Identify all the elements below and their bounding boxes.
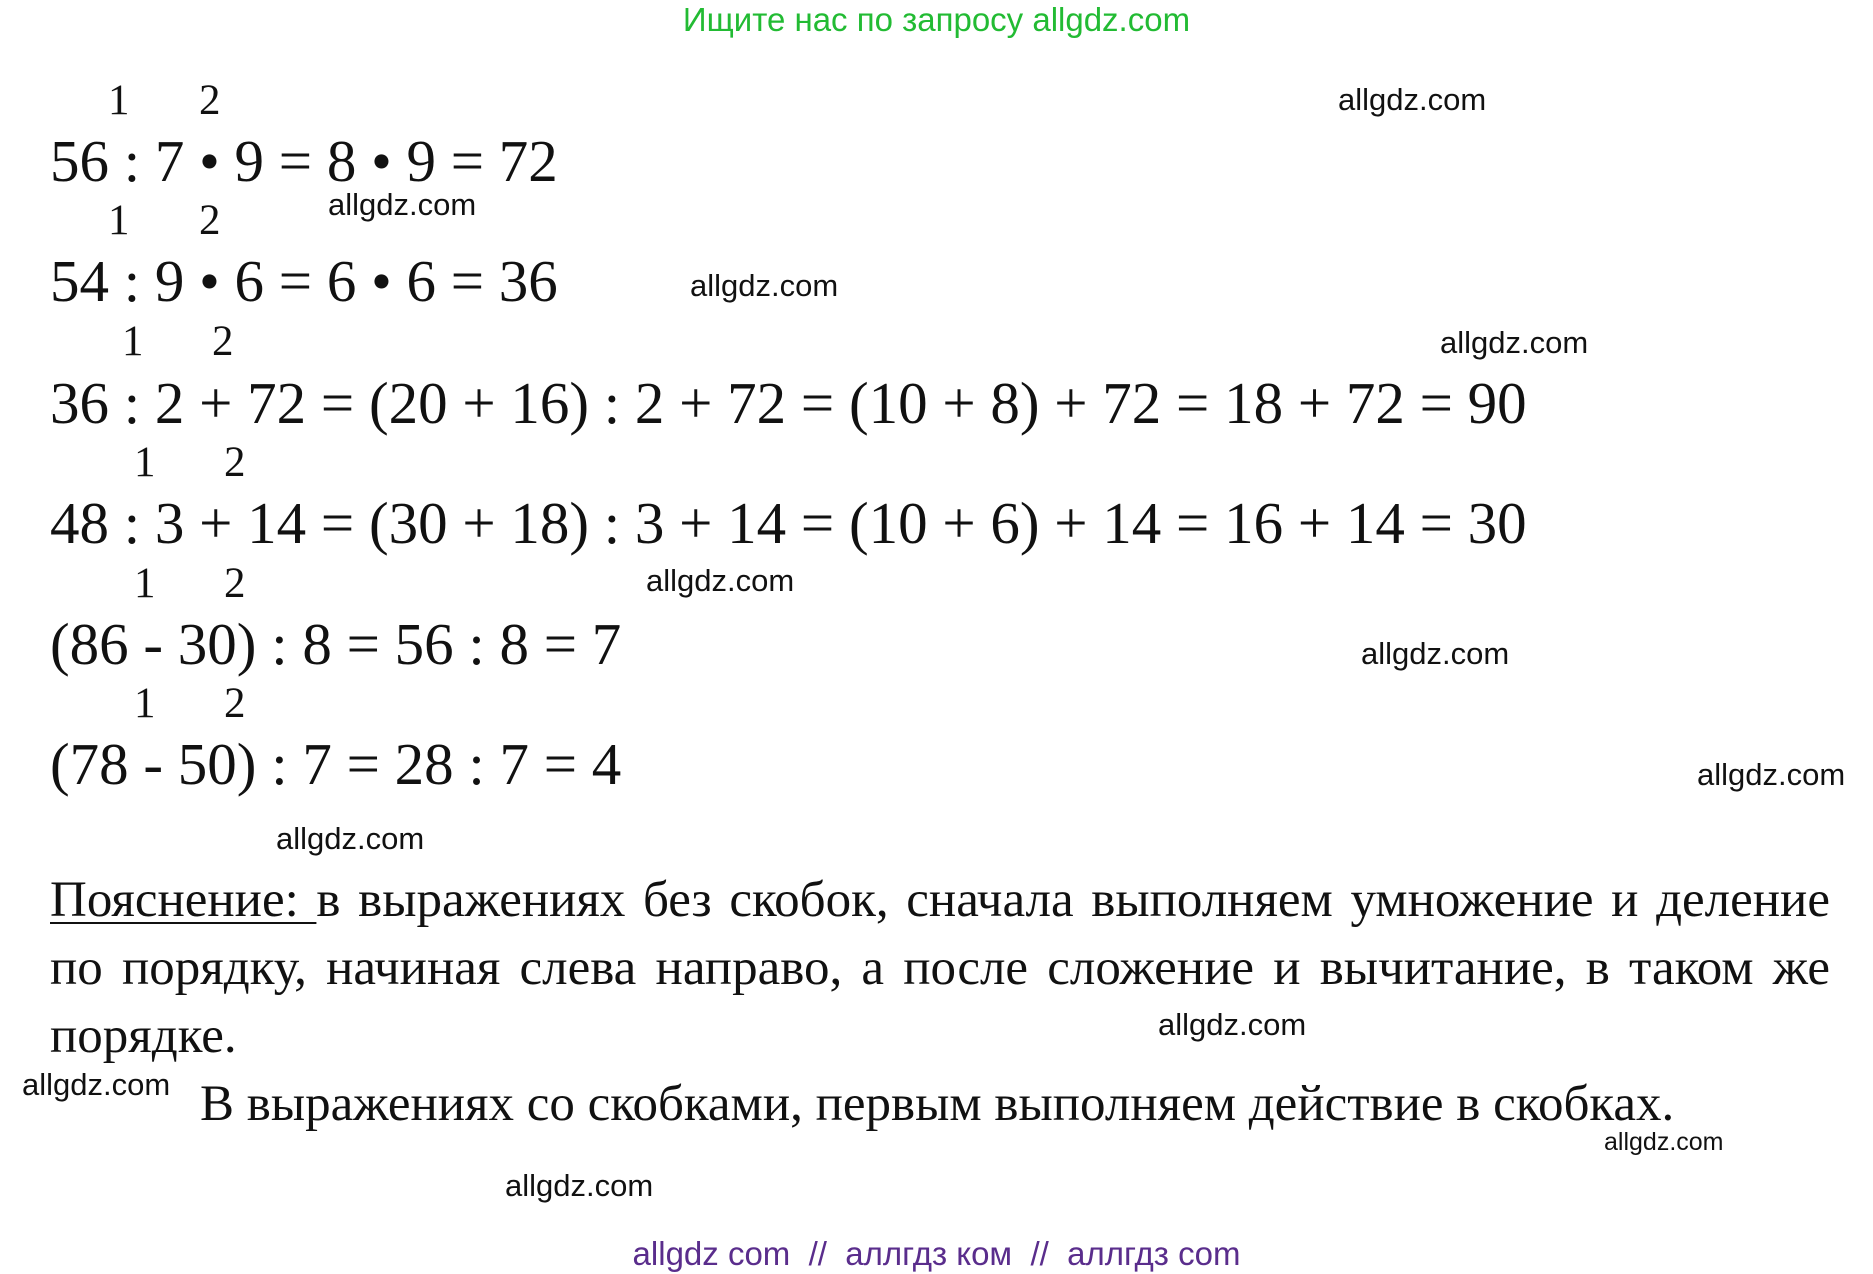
order-numbers-1 bbox=[0, 78, 600, 124]
order-number: 2 bbox=[199, 197, 221, 244]
explanation-paragraph-2: В выражениях со скобками, первым выполняем действие в скобках. bbox=[200, 1076, 1675, 1132]
watermark: allgdz.com bbox=[1604, 1128, 1724, 1156]
order-number: 2 bbox=[224, 560, 246, 607]
order-number: 2 bbox=[212, 318, 234, 365]
order-number: 1 bbox=[122, 318, 144, 365]
explanation-paragraph-1 bbox=[50, 866, 1830, 1070]
expression-1: 56 : 7 • 9 = 8 • 9 = 72 bbox=[50, 128, 558, 194]
explanation bbox=[50, 866, 1830, 1138]
watermark: allgdz.com bbox=[505, 1168, 654, 1203]
order-number: 2 bbox=[224, 680, 246, 727]
order-numbers-5 bbox=[0, 561, 600, 607]
expression-5: (86 - 30) : 8 = 56 : 8 = 7 bbox=[50, 611, 622, 677]
order-number: 2 bbox=[224, 439, 246, 486]
order-numbers-3 bbox=[0, 319, 600, 365]
order-number: 1 bbox=[108, 197, 130, 244]
expression-4: 48 : 3 + 14 = (30 + 18) : 3 + 14 = (10 + 6) + 14 = 16 + 14 = 30 bbox=[50, 490, 1527, 556]
watermark: allgdz.com bbox=[1361, 636, 1510, 671]
watermark: allgdz.com bbox=[22, 1067, 171, 1102]
footer-links: allgdz com // аллгдз ком // аллгдз com bbox=[632, 1235, 1241, 1272]
watermark: allgdz.com bbox=[1338, 82, 1487, 117]
expression-3: 36 : 2 + 72 = (20 + 16) : 2 + 72 = (10 + 8) + 72 = 18 + 72 = 90 bbox=[50, 370, 1527, 436]
watermark: allgdz.com bbox=[1440, 325, 1589, 360]
order-numbers-2 bbox=[0, 198, 600, 244]
order-number: 1 bbox=[134, 439, 156, 486]
watermark: allgdz.com bbox=[646, 563, 795, 598]
watermark: allgdz.com bbox=[1697, 757, 1846, 792]
explanation-text-1: в выражениях без скобок, сначала выполняем умножение и деление по порядку, начиная слева направо, а после сложение и вычитание, в таком же порядке. bbox=[50, 872, 1830, 1064]
watermark: allgdz.com bbox=[690, 268, 839, 303]
order-number: 2 bbox=[199, 77, 221, 124]
order-numbers-4 bbox=[0, 440, 600, 486]
top-banner: Ищите нас по запросу allgdz.com bbox=[682, 1, 1191, 38]
expression-6: (78 - 50) : 7 = 28 : 7 = 4 bbox=[50, 731, 622, 797]
watermark: allgdz.com bbox=[328, 187, 477, 222]
expression-2: 54 : 9 • 6 = 6 • 6 = 36 bbox=[50, 248, 558, 314]
order-number: 1 bbox=[134, 560, 156, 607]
order-number: 1 bbox=[134, 680, 156, 727]
watermark: allgdz.com bbox=[276, 821, 425, 856]
order-numbers-6 bbox=[0, 681, 600, 727]
order-number: 1 bbox=[108, 77, 130, 124]
watermark: allgdz.com bbox=[1158, 1007, 1307, 1042]
explanation-label: Пояснение: bbox=[50, 872, 317, 928]
